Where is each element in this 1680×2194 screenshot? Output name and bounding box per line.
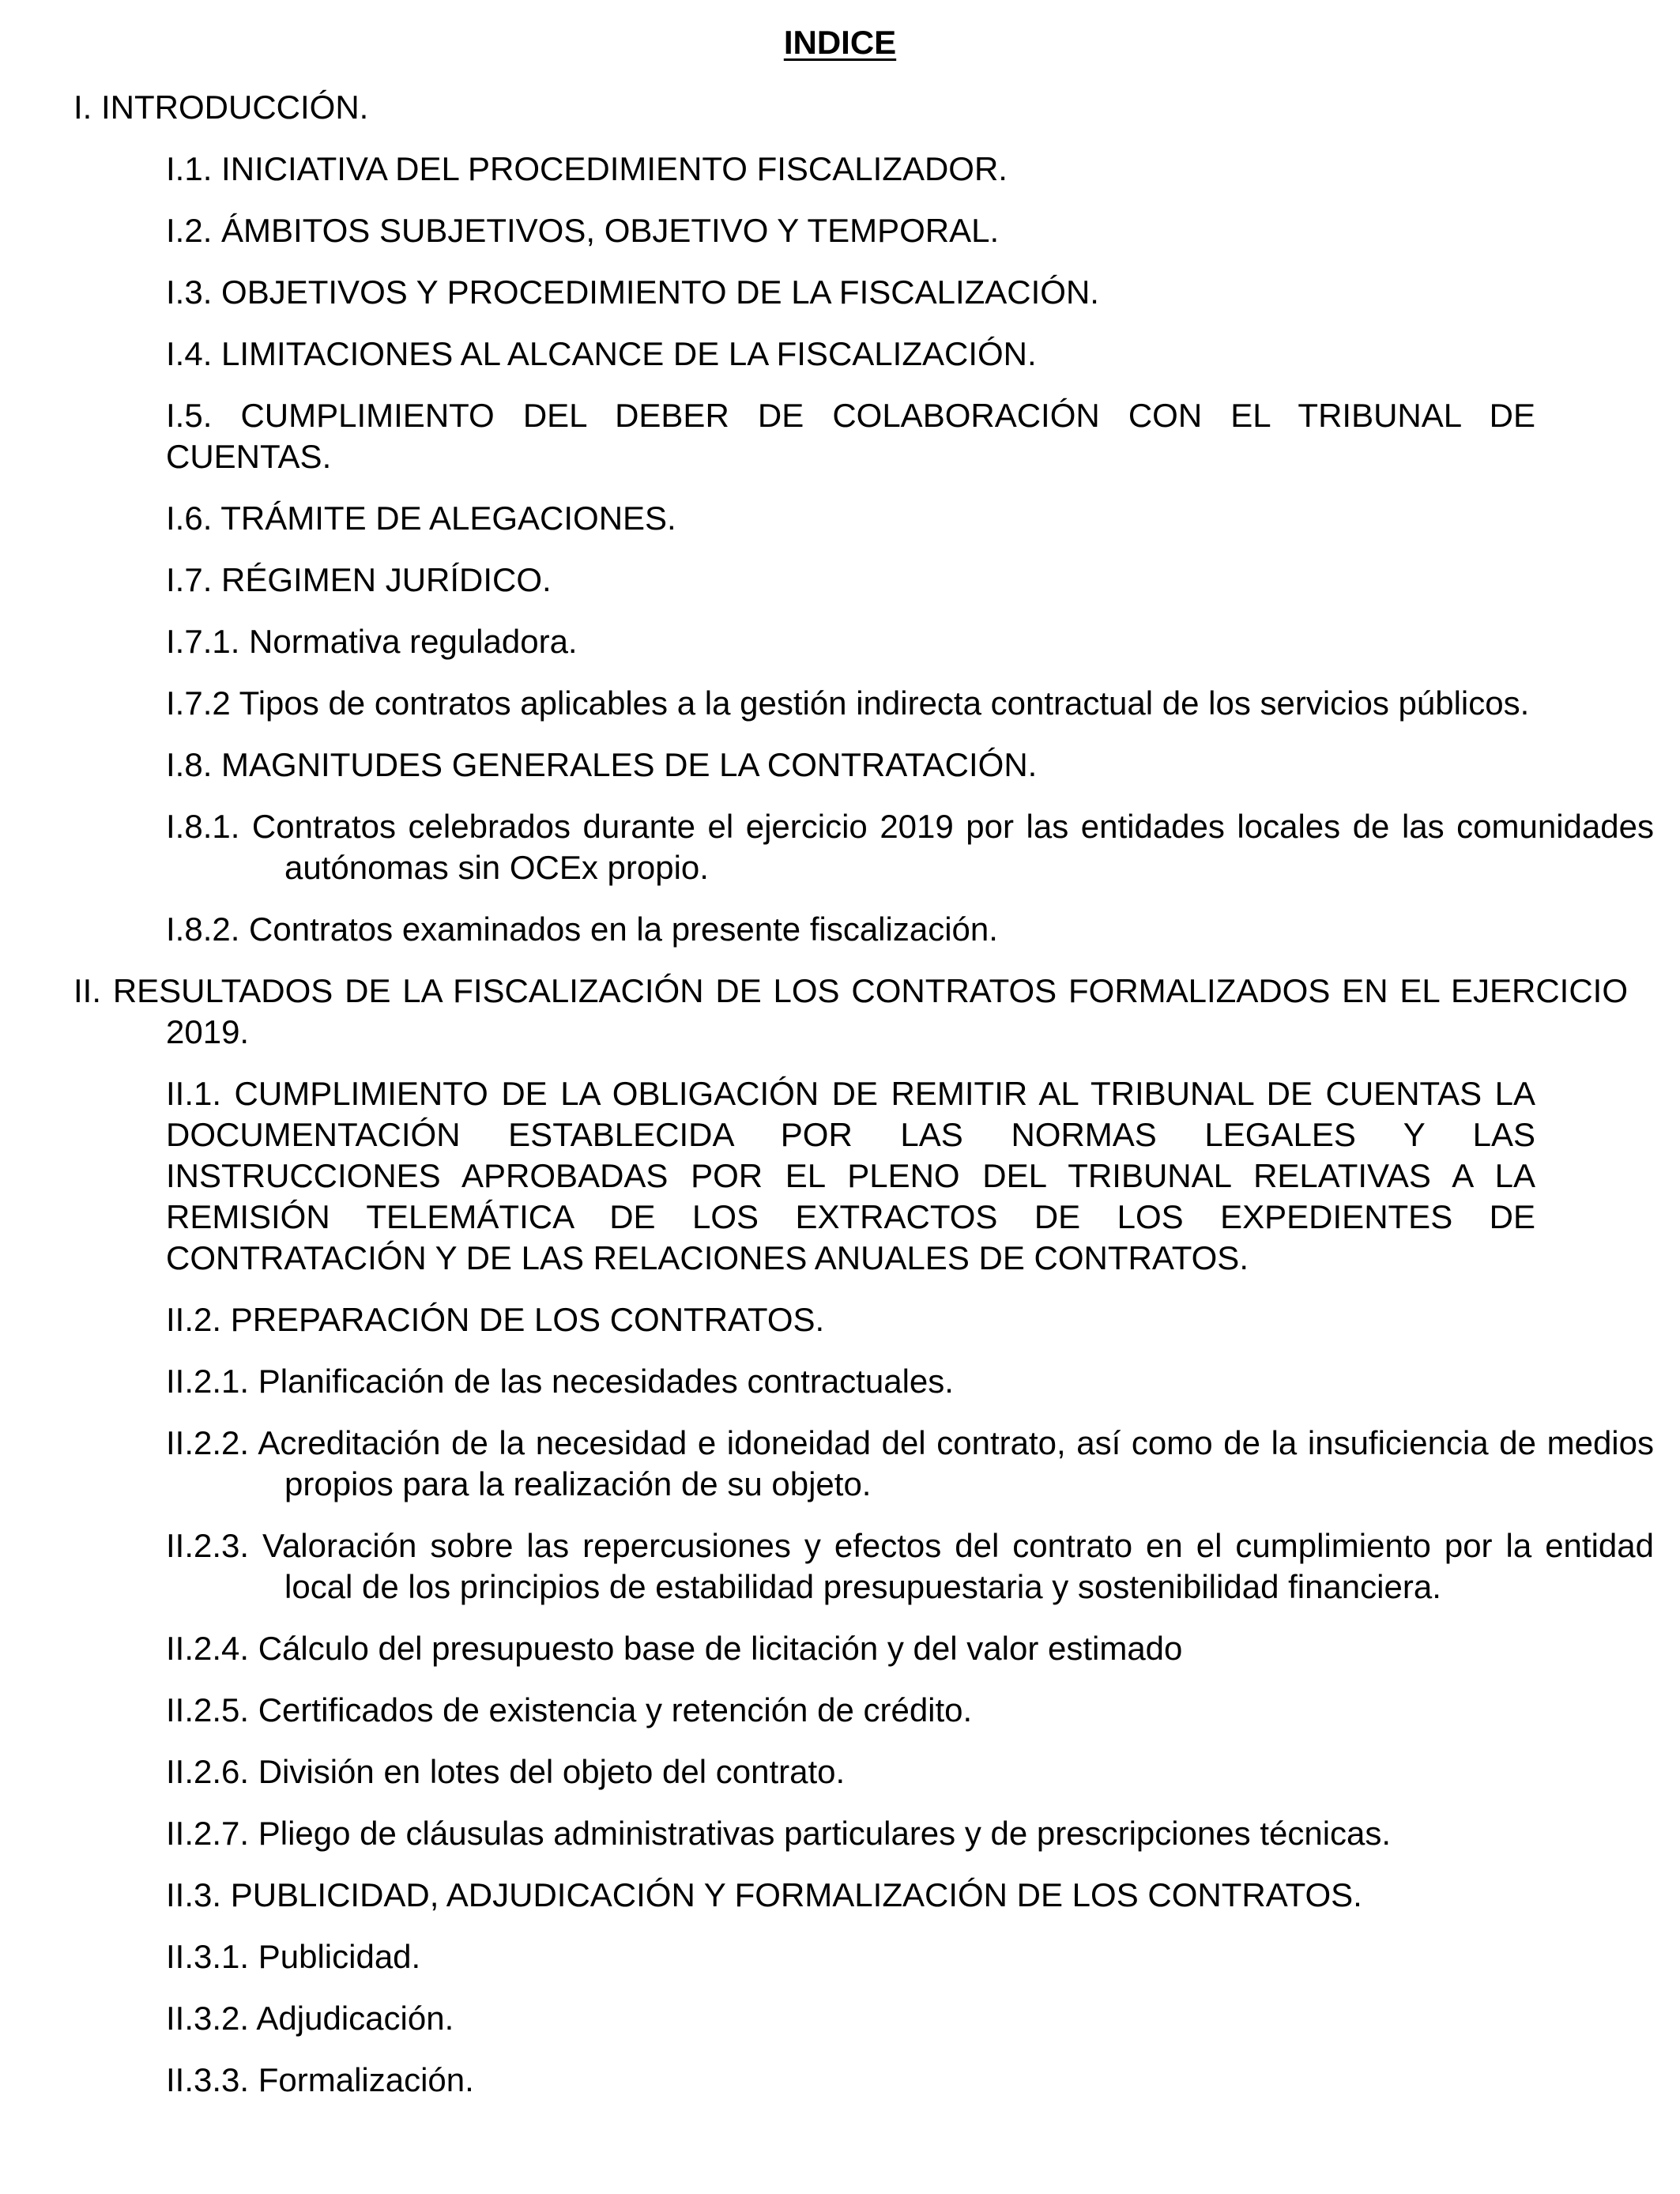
- toc-entry-ii-2-4[interactable]: II.2.4. Cálculo del presupuesto base de licitación y del valor estimado: [166, 1630, 1183, 1667]
- toc-entry-i-5[interactable]: I.5. CUMPLIMIENTO DEL DEBER DE COLABORACIÓN CON EL TRIBUNAL DE CUENTAS.: [166, 397, 1535, 475]
- toc-entry-i[interactable]: I. INTRODUCCIÓN.: [73, 89, 369, 126]
- toc-entry-ii-2-1[interactable]: II.2.1. Planificación de las necesidades contractuales.: [166, 1363, 954, 1400]
- toc-entry-ii-2-3[interactable]: II.2.3. Valoración sobre las repercusiones y efectos del contrato en el cumplimiento por la entidad local de los principios de estabilidad presupuestaria y sostenibilidad financiera.: [166, 1527, 1654, 1605]
- toc-entry-ii-3-1[interactable]: II.3.1. Publicidad.: [166, 1938, 421, 1975]
- toc-entry-i-8-1[interactable]: I.8.1. Contratos celebrados durante el ejercicio 2019 por las entidades locales de las comunidades autónomas sin OCEx propio.: [166, 808, 1654, 886]
- toc-entry-ii-2-7[interactable]: II.2.7. Pliego de cláusulas administrativas particulares y de prescripciones técnicas.: [166, 1815, 1392, 1852]
- toc-entry-i-4[interactable]: I.4. LIMITACIONES AL ALCANCE DE LA FISCALIZACIÓN.: [166, 335, 1037, 372]
- toc-entry-ii-3-3[interactable]: II.3.3. Formalización.: [166, 2061, 474, 2098]
- page-title: INDICE: [783, 24, 897, 61]
- toc-entry-i-8-2[interactable]: I.8.2. Contratos examinados en la presente fiscalización.: [166, 910, 998, 948]
- toc-entry-i-1[interactable]: I.1. INICIATIVA DEL PROCEDIMIENTO FISCALIZADOR.: [166, 150, 1008, 187]
- toc-entry-ii-3[interactable]: II.3. PUBLICIDAD, ADJUDICACIÓN Y FORMALIZACIÓN DE LOS CONTRATOS.: [166, 1876, 1362, 1913]
- toc-entry-i-6[interactable]: I.6. TRÁMITE DE ALEGACIONES.: [166, 499, 676, 537]
- toc-entry-ii-3-2[interactable]: II.3.2. Adjudicación.: [166, 2000, 454, 2037]
- toc-entry-ii-2-6[interactable]: II.2.6. División en lotes del objeto del contrato.: [166, 1753, 846, 1790]
- toc-entry-i-7-2[interactable]: I.7.2 Tipos de contratos aplicables a la gestión indirecta contractual de los servicios públicos.: [166, 684, 1530, 722]
- toc-entry-ii-2[interactable]: II.2. PREPARACIÓN DE LOS CONTRATOS.: [166, 1301, 825, 1338]
- toc-entry-ii-1[interactable]: II.1. CUMPLIMIENTO DE LA OBLIGACIÓN DE REMITIR AL TRIBUNAL DE CUENTAS LA DOCUMENTACIÓN ESTABLECIDA POR LAS NORMAS LEGALES Y LAS INSTRUCCIONES APROBADAS POR EL PLENO DEL TRIBUNAL RELATIVAS A LA REMISIÓN TELEMÁTICA DE LOS EXTRACTOS DE LOS EXPEDIENTES DE CONTRATACIÓN Y DE LAS RELACIONES ANUALES DE CONTRATOS.: [166, 1075, 1535, 1276]
- table-of-contents: [0, 87, 1680, 2101]
- toc-entry-ii[interactable]: II. RESULTADOS DE LA FISCALIZACIÓN DE LOS CONTRATOS FORMALIZADOS EN EL EJERCICIO 2019.: [73, 972, 1628, 1050]
- toc-entry-i-3[interactable]: I.3. OBJETIVOS Y PROCEDIMIENTO DE LA FISCALIZACIÓN.: [166, 273, 1099, 311]
- toc-entry-i-7-1[interactable]: I.7.1. Normativa reguladora.: [166, 623, 578, 660]
- toc-entry-i-2[interactable]: I.2. ÁMBITOS SUBJETIVOS, OBJETIVO Y TEMPORAL.: [166, 212, 1000, 249]
- toc-entry-i-8[interactable]: I.8. MAGNITUDES GENERALES DE LA CONTRATACIÓN.: [166, 746, 1038, 783]
- toc-entry-ii-2-5[interactable]: II.2.5. Certificados de existencia y retención de crédito.: [166, 1691, 973, 1728]
- toc-entry-i-7[interactable]: I.7. RÉGIMEN JURÍDICO.: [166, 561, 552, 598]
- toc-entry-ii-2-2[interactable]: II.2.2. Acreditación de la necesidad e idoneidad del contrato, así como de la insuficiencia de medios propios para la realización de su objeto.: [166, 1424, 1654, 1502]
